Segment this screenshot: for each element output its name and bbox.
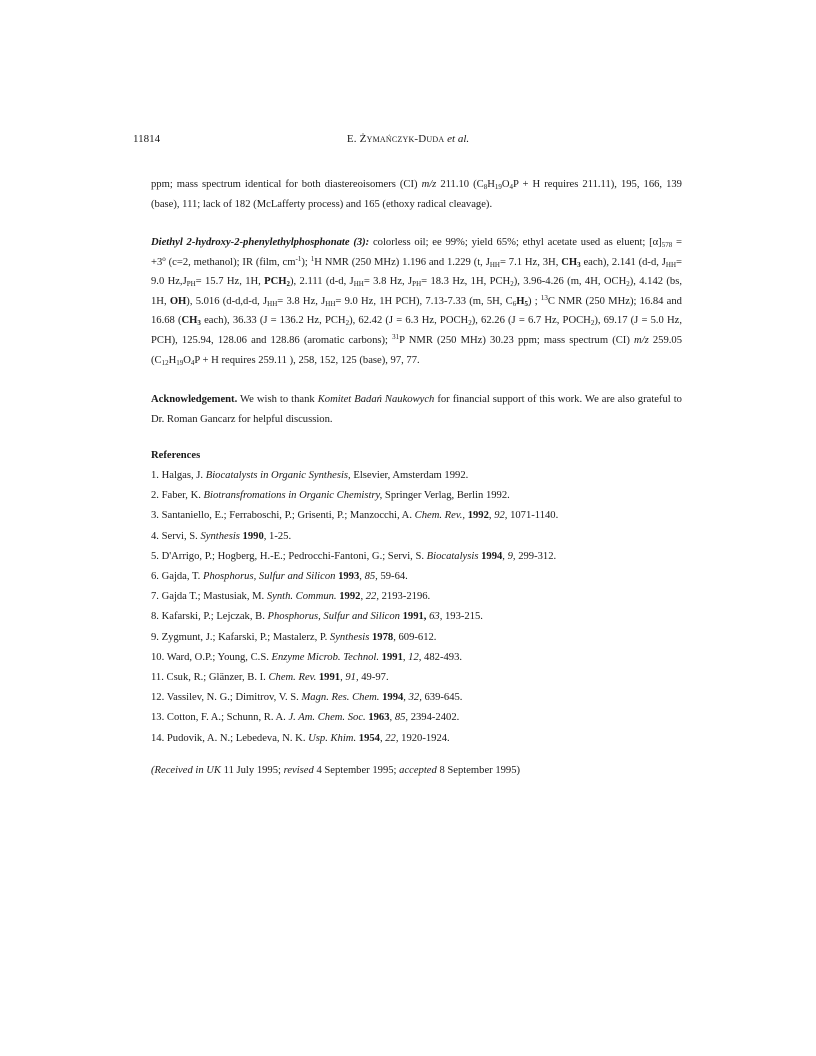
reference-item: 12. Vassilev, N. G.; Dimitrov, V. S. Magn. Res. Chem. 1994, 32, 639-645.: [151, 692, 463, 704]
reference-item: 14. Pudovik, A. N.; Lebedeva, N. K. Usp. Khim. 1954, 22, 1920-1924.: [151, 732, 450, 744]
acknowledgement-text: Acknowledgement. We wish to thank Komitet Badań Naukowych for financial support of this work. We are also grateful to Dr. Roman Gancarz for helpful discussion.: [151, 394, 682, 425]
reference-item: 10. Ward, O.P.; Young, C.S. Enzyme Microb. Technol. 1991, 12, 482-493.: [151, 651, 463, 663]
intro-paragraph: [151, 175, 682, 214]
acknowledgement-paragraph: [151, 390, 682, 429]
compound-paragraph: [151, 233, 682, 370]
references-list: [151, 466, 682, 749]
page-number: 11814: [133, 133, 161, 145]
compound-name: Diethyl 2-hydroxy-2-phenylethylphosphonate (3):: [151, 237, 370, 248]
reference-item: 13. Cotton, F. A.; Schunn, R. A. J. Am. Chem. Soc. 1963, 85, 2394-2402.: [151, 712, 460, 724]
reference-item: 7. Gajda T.; Mastusiak, M. Synth. Commun. 1992, 22, 2193-2196.: [151, 591, 431, 603]
reference-item: 5. D'Arrigo, P.; Hogberg, H.-E.; Pedrocchi-Fantoni, G.; Servi, S. Biocatalysis 1994, 9, 299-312.: [151, 550, 557, 562]
received-dates: (Received in UK 11 July 1995; revised 4 September 1995; accepted 8 September 1995): [151, 765, 521, 776]
reference-item: 11. Csuk, R.; Glänzer, B. I. Chem. Rev. 1991, 91, 49-97.: [151, 672, 389, 684]
reference-item: 1. Halgas, J. Biocatalysts in Organic Synthesis, Elsevier, Amsterdam 1992.: [151, 470, 469, 481]
references-heading: References: [151, 450, 201, 461]
intro-text: ppm; mass spectrum identical for both diastereoisomers (CI) m/z 211.10 ($C_8H_{19}O_4P + H$ requires 211.11), 195, 166, 139 (base), 111; lack of 182 (McLafferty process) and 165 (ethoxy radical cleavage).: [151, 179, 682, 210]
reference-item: 6. Gajda, T. Phosphorus, Sulfur and Silicon 1993, 85, 59-64.: [151, 571, 408, 583]
running-head: [0, 133, 816, 145]
reference-item: 3. Santaniello, E.; Ferraboschi, P.; Grisenti, P.; Manzocchi, A. Chem. Rev., 1992, 92, 1071-1140.: [151, 510, 559, 522]
acknowledgement-heading: Acknowledgement.: [151, 394, 238, 405]
running-head-authors: E. Żymańczyk-Duda: [346, 133, 445, 145]
reference-item: 8. Kafarski, P.; Lejczak, B. Phosphorus, Sulfur and Silicon 1991, 63, 193-215.: [151, 611, 483, 623]
reference-item: 9. Zygmunt, J.; Kafarski, P.; Mastalerz, P. Synthesis 1978, 609-612.: [151, 631, 437, 643]
compound-text: Diethyl 2-hydroxy-2-phenylethylphosphonate (3): colorless oil; ee 99%; yield 65%; ethyl acetate used as eluent; $[\alpha]_{578} = +3^o$ (c=2, methanol); IR (film, $cm^{-1}$); $^1$H NMR (250 MHz) 1.196 and 1.229 (t, $J_{HH}= 7.1$ Hz, 3H, $CH_3$ each), 2.141 (d-d, $J_{HH}= 9.0$ $Hz,J_{PH}= 15.7$ Hz, 1H, $PCH_2$), 2.111 (d-d, $J_{HH}= 3.8$ Hz, $J_{PH}= 18.3$ Hz, 1H, $PCH_2$), 3.96-4.26 (m, 4H, $OCH_2$), 4.142 (bs, 1H, OH), 5.016 (d-d,d-d, $J_{HH}= 3.8$ Hz, $J_{HH}= 9.0$ Hz, 1H PCH), 7.13-7.33 (m, 5H, $C_6H_5$) ; $^{13}$C NMR (250 MHz); 16.84 and 16.68 ($CH_3$ each), 36.33 (J = 136.2 Hz, $PCH_2$), 62.42 (J = 6.3 Hz, $POCH_2$), 62.26 (J = 6.7 Hz, $POCH_2$), 69.17 (J = 5.0 Hz, PCH), 125.94, 128.06 and 128.86 (aromatic carbons); $^{31}$P NMR (250 MHz) 30.23 ppm; mass spectrum (CI) m/z 259.05 ($C_{12}H_{19}O_4P + H$ requires 259.11 ), 258, 152, 125 (base), 97, 77.: [151, 237, 683, 367]
running-head-etal: et al.: [447, 133, 470, 145]
reference-item: 4. Servi, S. Synthesis 1990, 1-25.: [151, 530, 292, 542]
reference-item: 2. Faber, K. Biotransfromations in Organic Chemistry, Springer Verlag, Berlin 1992.: [151, 490, 510, 502]
